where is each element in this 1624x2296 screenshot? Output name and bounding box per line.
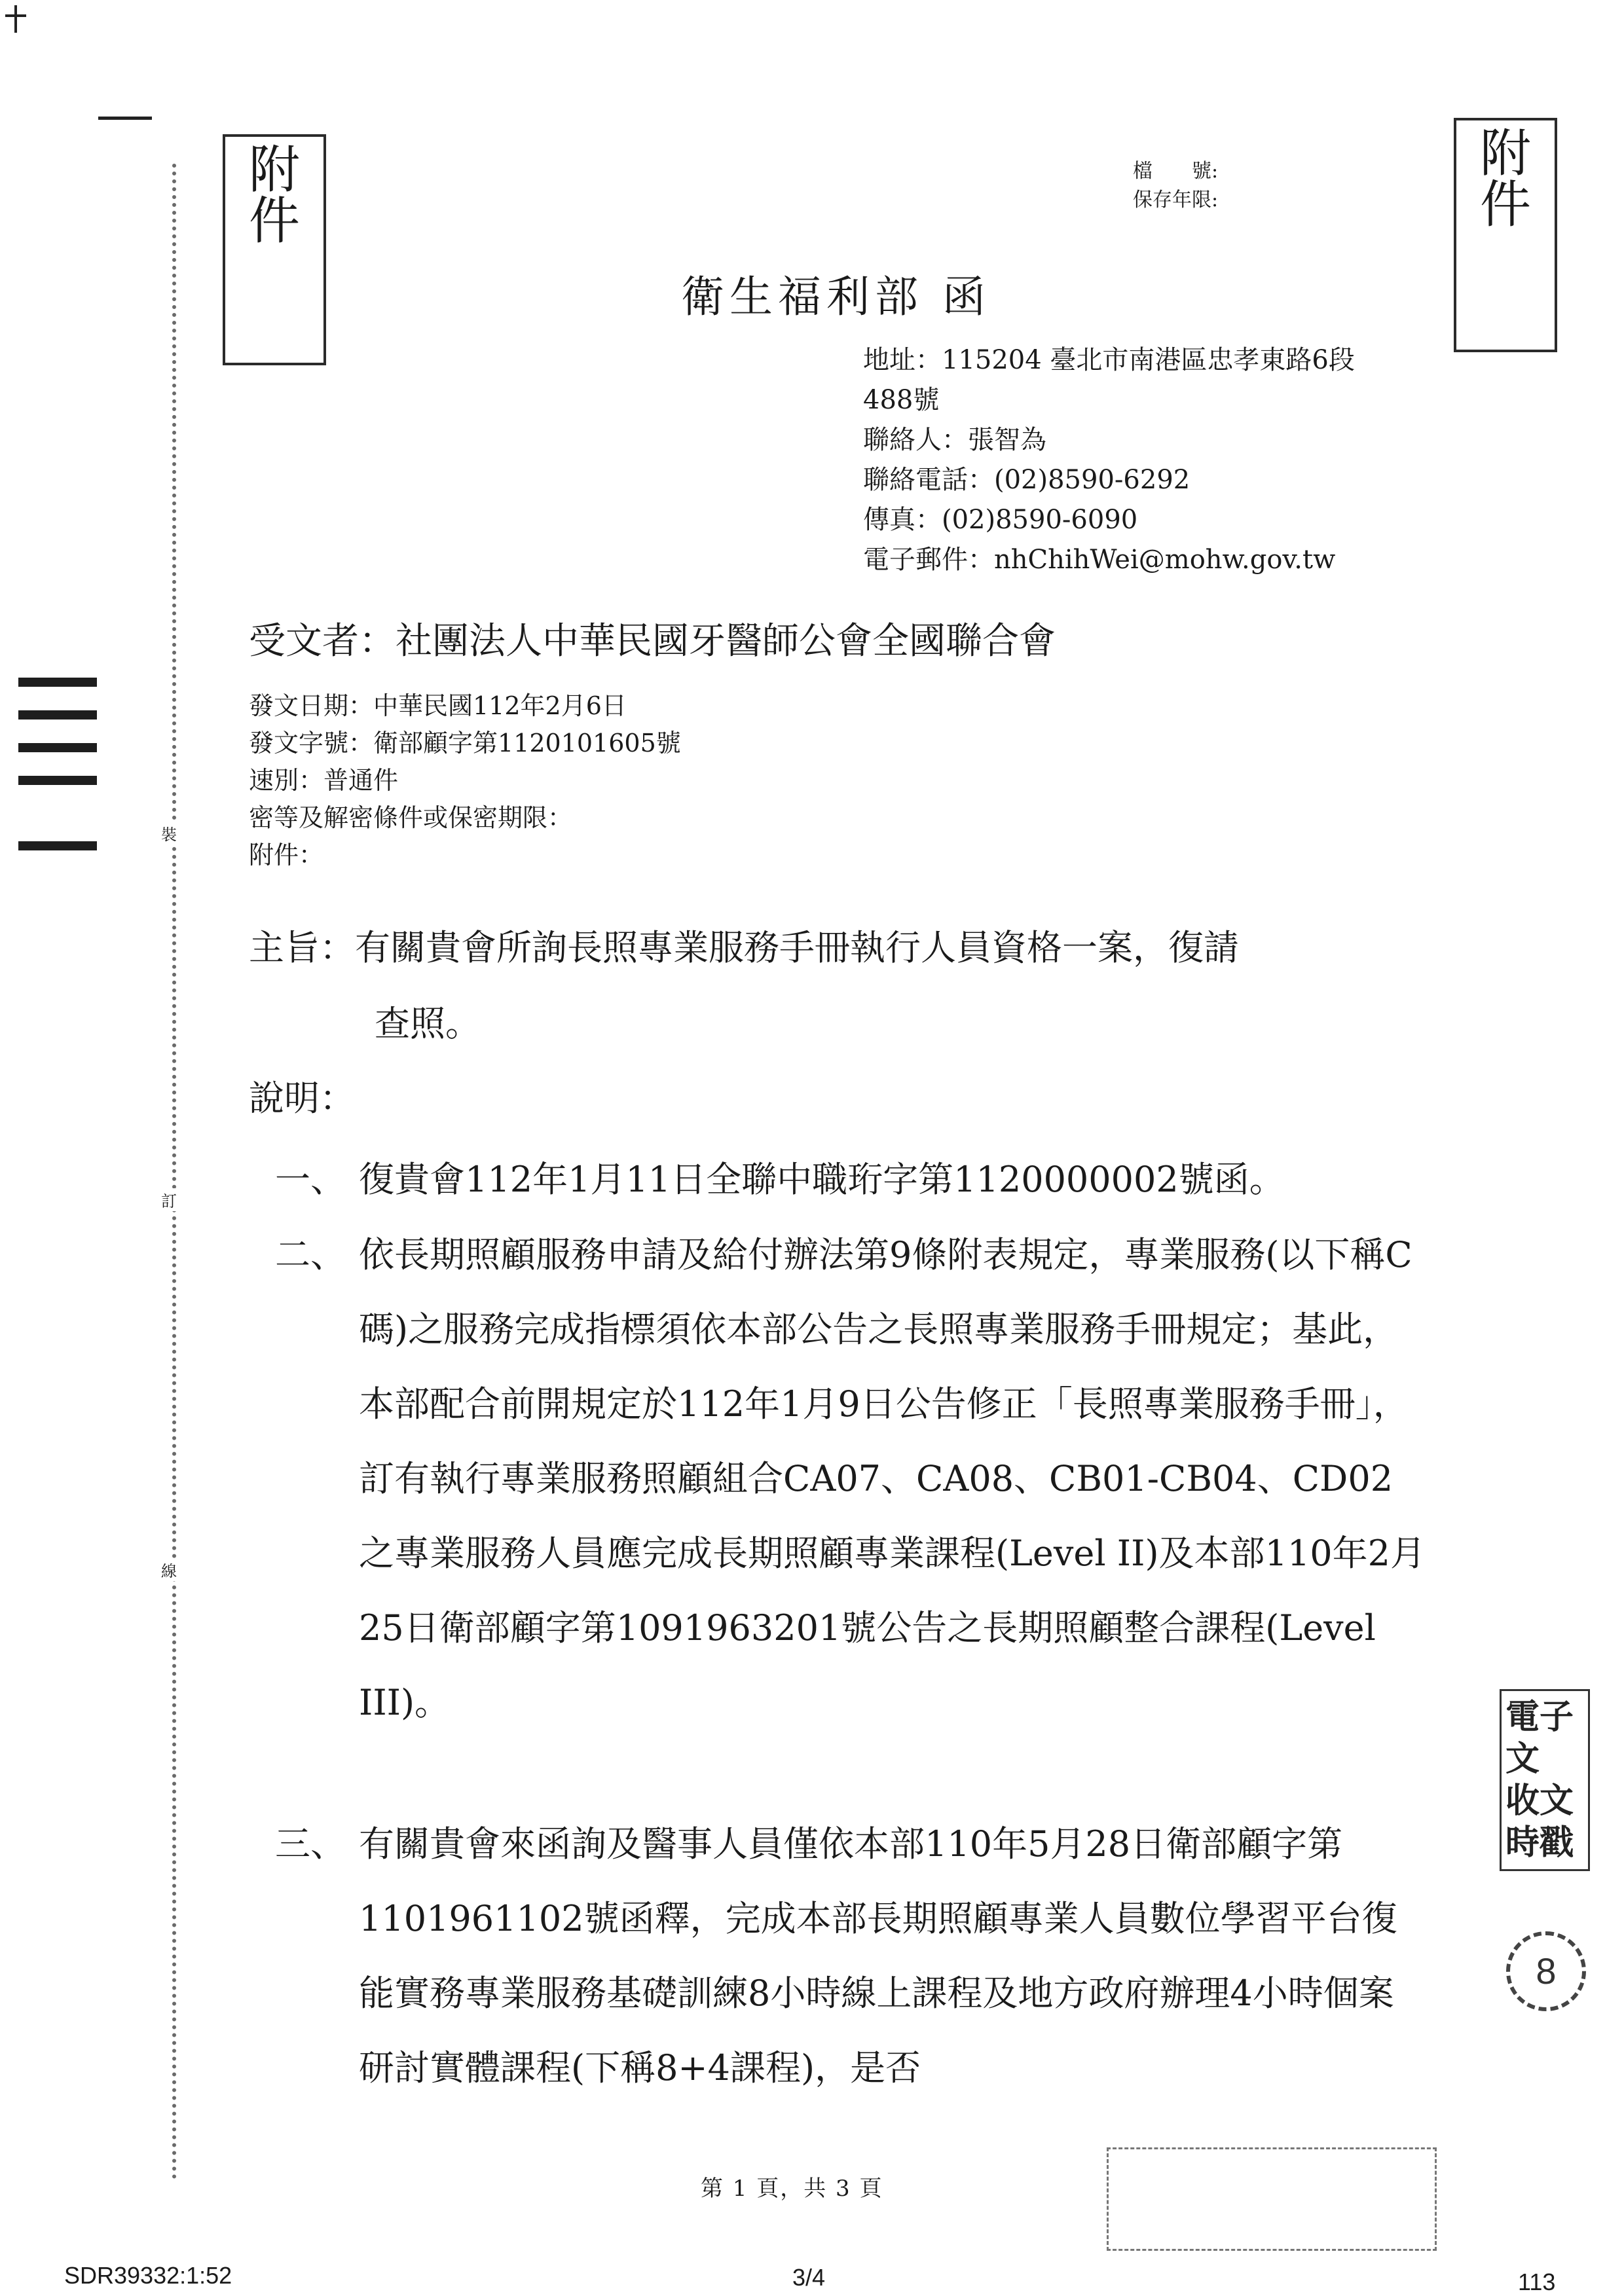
margin-bar bbox=[18, 678, 97, 687]
attachment-stamp-left-text: 附件 bbox=[248, 141, 300, 251]
receipt-seal bbox=[1107, 2147, 1437, 2251]
corner-mark-h bbox=[5, 14, 26, 17]
explanation-label: 說明： bbox=[249, 1078, 355, 1119]
paragraph-text: 有關貴會來函詢及醫事人員僅依本部110年5月28日衛部顧字第1101961102號函釋，完成本部長期照顧專業人員數位學習平台復能實務專業服務基礎訓練8小時線上課程及地方政府辦理4小時個案研討實體課程(下稱8+4課程)，是否 bbox=[359, 1823, 1397, 2088]
paragraph-number: 三、 bbox=[275, 1823, 346, 1865]
margin-bar bbox=[18, 841, 97, 850]
subject-line-2: 查照。 bbox=[375, 1003, 481, 1044]
contact-person: 聯絡人：張智為 bbox=[863, 425, 1046, 455]
footer-page-count: 3/4 bbox=[792, 2264, 826, 2291]
contact-email: 電子郵件：nhChihWei@mohw.gov.tw bbox=[863, 545, 1336, 575]
attachment-stamp-right bbox=[1454, 118, 1557, 352]
footer-number: 113 bbox=[1518, 2269, 1556, 2295]
paragraph-number: 二、 bbox=[275, 1234, 346, 1275]
attachment-field: 附件： bbox=[249, 841, 324, 869]
contact-fax: 傳真：(02)8590-6090 bbox=[863, 505, 1138, 535]
recipient: 受文者：社團法人中華民國牙醫師公會全國聯合會 bbox=[249, 620, 1056, 663]
paragraph-number: 一、 bbox=[275, 1159, 346, 1200]
corner-mark bbox=[14, 5, 17, 33]
retention-label: 保存年限: bbox=[1133, 189, 1219, 211]
issue-date: 發文日期：中華民國112年2月6日 bbox=[249, 691, 627, 720]
document-title: 衛生福利部 函 bbox=[681, 272, 991, 322]
binding-mark-bottom: 線 bbox=[161, 1558, 177, 1581]
archive-meta bbox=[1133, 157, 1218, 215]
contact-block bbox=[863, 340, 1355, 580]
margin-dash bbox=[98, 117, 152, 120]
footer-code: SDR39332:1:52 bbox=[64, 2262, 232, 2289]
file-no-label: 檔 號: bbox=[1133, 160, 1219, 183]
document-fields bbox=[249, 687, 681, 874]
receipt-time-stamp: 電子文 收文 時戳 bbox=[1500, 1689, 1590, 1871]
side-seal-number: 8 bbox=[1536, 1950, 1557, 1992]
paragraph-1 bbox=[275, 1142, 1428, 1217]
paragraph-3 bbox=[275, 1807, 1428, 2105]
page-indicator: 第 1 頁，共 3 頁 bbox=[701, 2176, 883, 2202]
binding-mark-top: 裝 bbox=[161, 822, 177, 845]
attachment-stamp-right-text: 附件 bbox=[1479, 124, 1531, 234]
side-round-seal bbox=[1506, 1931, 1586, 2011]
paragraph-text: 依長期照顧服務申請及給付辦法第9條附表規定，專業服務(以下稱C碼)之服務完成指標須依本部公告之長照專業服務手冊規定；基此，本部配合前開規定於112年1月9日公告修正「長照專業服務手冊」，訂有執行專業服務照顧組合CA07、CA08、CB01-CB04、CD02之專業服務人員應完成長期照顧專業課程(Level II)及本部110年2月25日衛部顧字第1091963201號公告之長期照顧整合課程(Level III)。 bbox=[359, 1234, 1426, 1723]
address-line-1: 地址：115204 臺北市南港區忠孝東路6段 bbox=[863, 345, 1355, 375]
address-line-2: 488號 bbox=[863, 385, 940, 415]
attachment-stamp-left bbox=[223, 134, 326, 365]
binding-mark-middle: 訂 bbox=[161, 1188, 177, 1211]
margin-bar bbox=[18, 743, 97, 752]
margin-bar bbox=[18, 710, 97, 720]
paragraph-text: 復貴會112年1月11日全聯中職珩字第1120000002號函。 bbox=[359, 1159, 1285, 1200]
contact-phone: 聯絡電話：(02)8590-6292 bbox=[863, 465, 1190, 495]
margin-bar bbox=[18, 776, 97, 785]
delivery-speed: 速別：普通件 bbox=[249, 766, 399, 795]
subject-line-1: 主旨：有關貴會所詢長照專業服務手冊執行人員資格一案，復請 bbox=[249, 927, 1239, 968]
issue-number: 發文字號：衛部顧字第1120101605號 bbox=[249, 729, 681, 757]
paragraph-2 bbox=[275, 1218, 1428, 1740]
secrecy-level: 密等及解密條件或保密期限： bbox=[249, 803, 573, 832]
binding-cut-line bbox=[172, 164, 176, 2180]
subject-block bbox=[249, 910, 1441, 1062]
